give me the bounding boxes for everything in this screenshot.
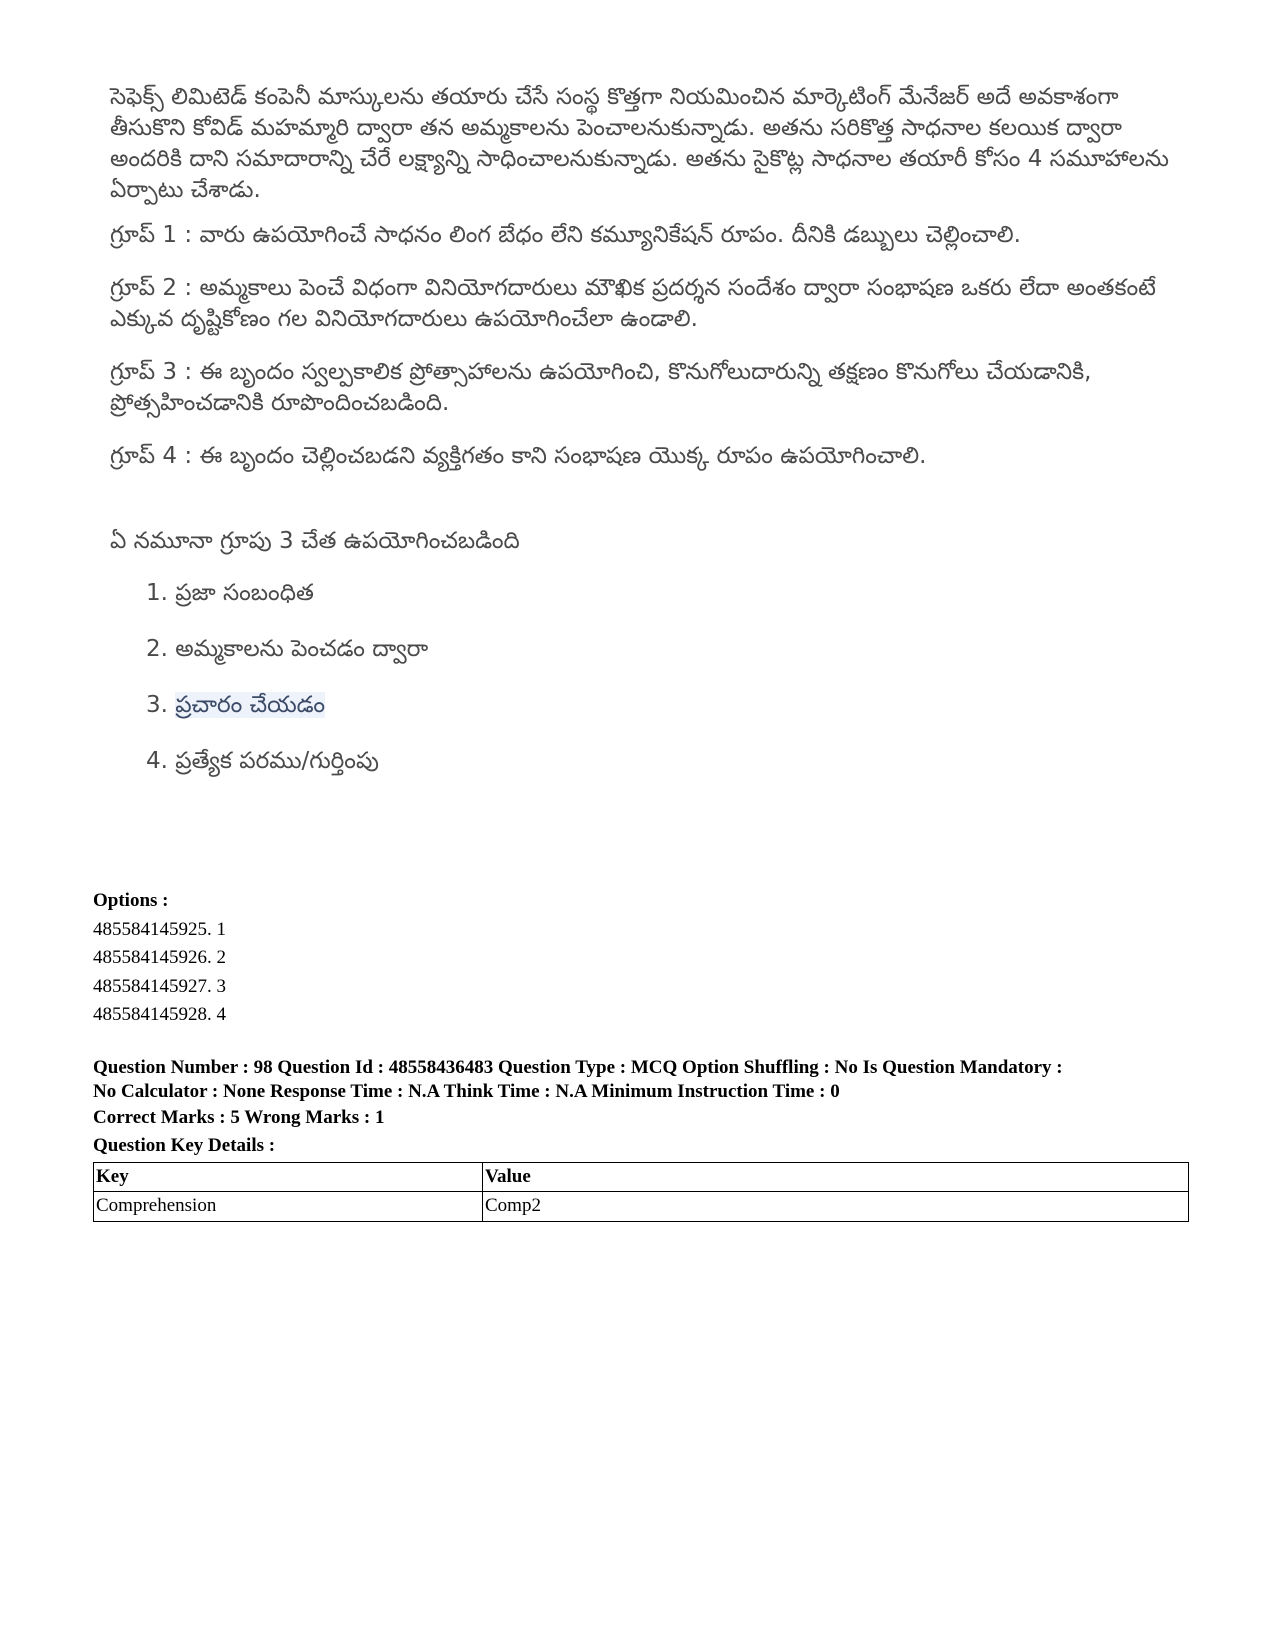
choice-number: 4.	[146, 748, 168, 774]
group-2-text: గ్రూప్ 2 : అమ్మకాలు పెంచే విధంగా వినియోగదారులు మౌఖిక ప్రదర్శన సందేశం ద్వారా సంభాషణ ఒకరు లేదా అంతకంటే ఎక్కువ దృష్టికోణం గల వినియోగదారులు ఉపయోగించేలా ఉండాలి.	[110, 275, 1156, 332]
choice-text: అమ్మకాలను పెంచడం ద్వారా	[175, 636, 429, 662]
option-item: 485584145927. 3	[93, 975, 226, 997]
question-text: ఏ నమూనా గ్రూపు 3 చేత ఉపయోగించబడింది	[110, 528, 520, 554]
choice-text: ప్రచారం చేయడం	[175, 692, 325, 718]
choice-text: ప్రత్యేక పరము/గుర్తింపు	[175, 748, 379, 774]
choice-item	[146, 689, 1170, 721]
choice-number: 3.	[146, 692, 168, 718]
table-cell-value: Comp2	[483, 1192, 1189, 1222]
question-meta	[93, 887, 1193, 1222]
option-item: 485584145928. 4	[93, 1004, 226, 1025]
key-details-heading: Question Key Details :	[93, 1134, 276, 1156]
options-heading: Options :	[93, 890, 169, 911]
choice-item	[146, 745, 1170, 777]
choice-number: 2.	[146, 636, 168, 662]
passage-intro: సెఫెక్స్ లిమిటెడ్ కంపెనీ మాస్కులను తయారు చేసే సంస్థ కొత్తగా నియమించిన మార్కెటింగ్ మేనేజర్ అదే అవకాశంగా తీసుకొని కోవిడ్ మహమ్మారి ద్వారా తన అమ్మకాలను పెంచాలనుకున్నాడు. అతను సరికొత్త సాధనాల కలయిక ద్వారా అందరికి దాని సమాదారాన్ని చేరే లక్ష్యాన్ని సాధించాలనుకున్నాడు. అతను సైకొట్ల సాధనాల తయారీ కోసం 4 సమూహాలను ఏర్పాటు చేశాడు.	[110, 84, 1169, 203]
option-item: 485584145926. 2	[93, 947, 226, 968]
option-item: 485584145925. 1	[93, 918, 226, 940]
group-4-text: గ్రూప్ 4 : ఈ బృందం చెల్లించబడని వ్యక్తిగతం కాని సంభాషణ యొక్క రూపం ఉపయోగించాలి.	[110, 443, 927, 469]
choice-list	[110, 577, 1170, 777]
question-image	[110, 82, 1170, 801]
choice-number: 1.	[146, 580, 168, 606]
table-header-value: Value	[483, 1162, 1189, 1192]
question-info	[93, 1056, 1193, 1104]
table-header-key: Key	[94, 1162, 483, 1192]
table-header-row	[94, 1162, 1189, 1192]
table-cell-key: Comprehension	[94, 1192, 483, 1222]
table-row	[94, 1192, 1189, 1222]
key-details-table	[93, 1162, 1189, 1222]
choice-text: ప్రజా సంబంధిత	[175, 580, 314, 606]
group-3-text: గ్రూప్ 3 : ఈ బృందం స్వల్పకాలిక ప్రోత్సాహాలను ఉపయోగించి, కొనుగోలుదారున్ని తక్షణం కొనుగోలు చేయడానికి, ప్రోత్సహించడానికి రూపొందించబడింది.	[110, 359, 1092, 416]
marks-line: Correct Marks : 5 Wrong Marks : 1	[93, 1106, 385, 1128]
question-info-line-2: No Calculator : None Response Time : N.A Think Time : N.A Minimum Instruction Time : 0	[93, 1080, 840, 1102]
choice-item	[146, 577, 1170, 609]
group-1-text: గ్రూప్ 1 : వారు ఉపయోగించే సాధనం లింగ బేధం లేని కమ్యూనికేషన్ రూపం. దీనికి డబ్బులు చెల్లించాలి.	[110, 222, 1021, 248]
choice-item	[146, 633, 1170, 665]
options-list	[93, 916, 1193, 1030]
question-info-line-1: Question Number : 98 Question Id : 48558436483 Question Type : MCQ Option Shuffling : No Is Question Mandatory :	[93, 1056, 1063, 1078]
